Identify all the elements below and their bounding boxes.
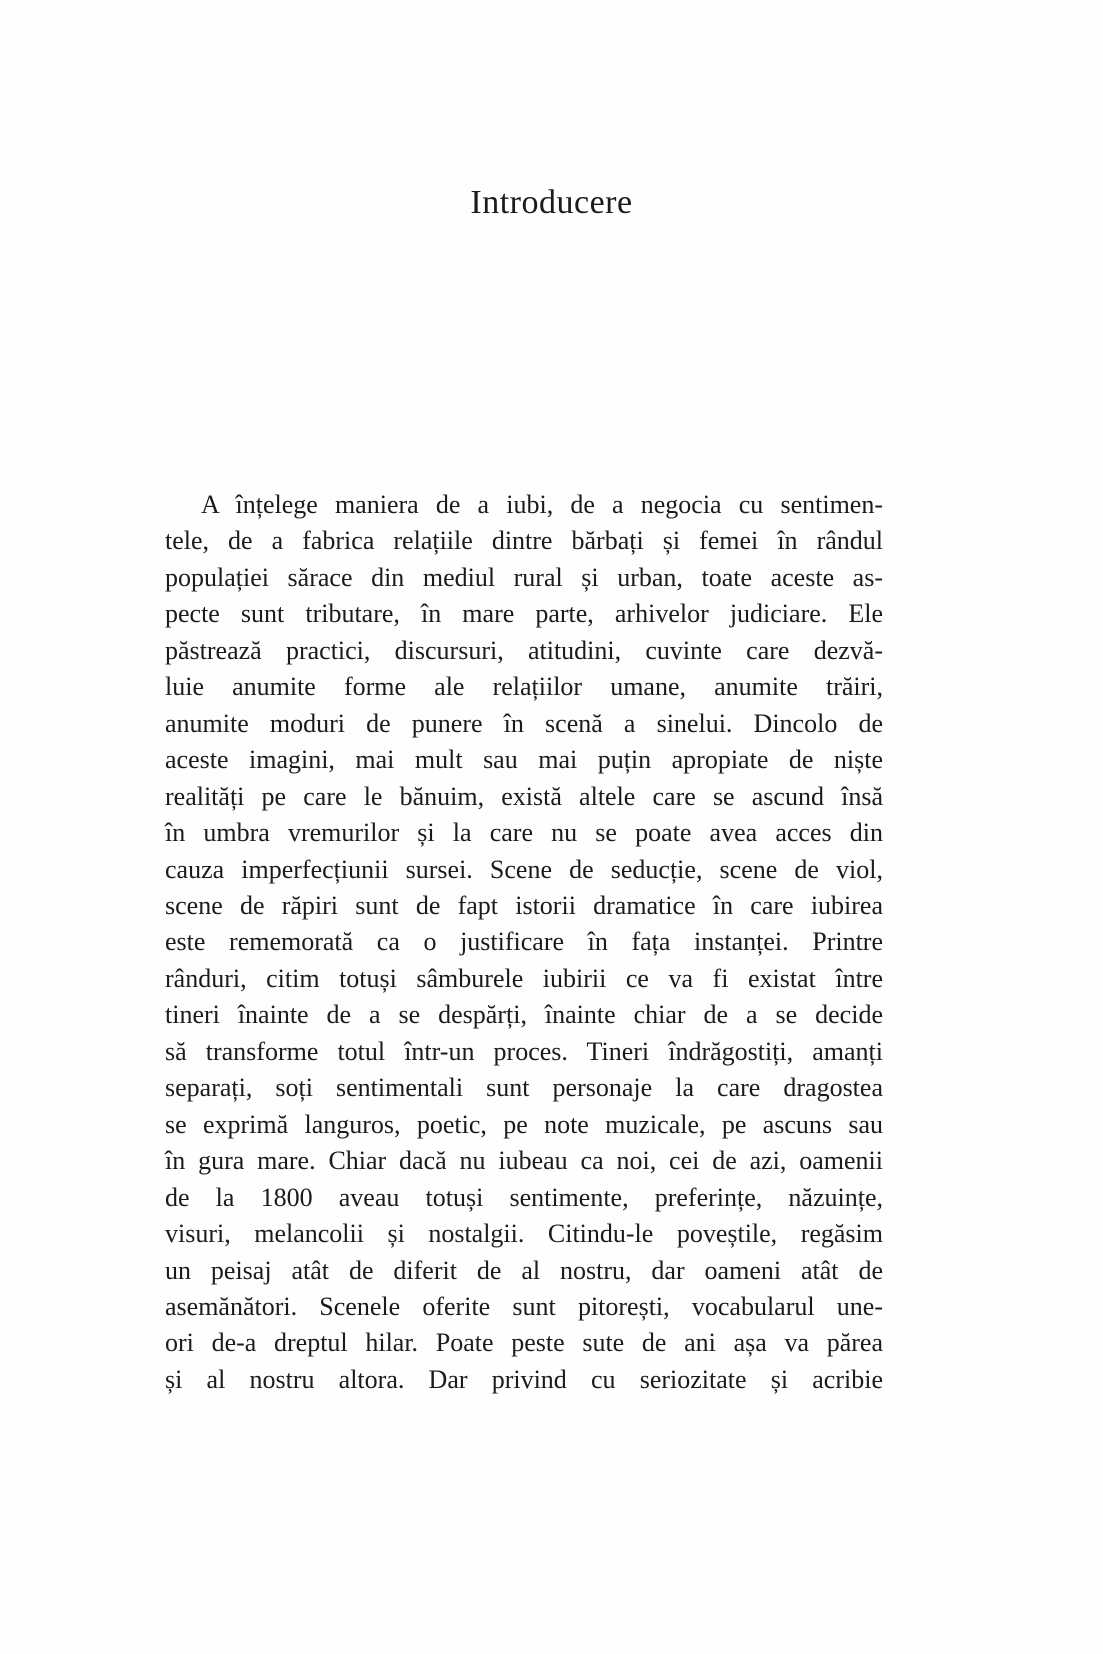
text-line: să transforme totul într-un proces. Tineri îndrăgostiți, amanți <box>165 1036 883 1066</box>
text-line: luie anumite forme ale relațiilor umane, anumite trăiri, <box>165 672 883 702</box>
text-line: este rememorată ca o justificare în fața instanței. Printre <box>165 927 883 957</box>
text-line: realități pe care le bănuim, există altele care se ascund însă <box>165 781 883 811</box>
text-line: tineri înainte de a se despărți, înainte chiar de a se decide <box>165 1000 883 1030</box>
text-line: tele, de a fabrica relațiile dintre bărbați și femei în rândul <box>165 526 883 556</box>
text-line: aceste imagini, mai mult sau mai puțin apropiate de niște <box>165 745 883 775</box>
text-line: anumite moduri de punere în scenă a sinelui. Dincolo de <box>165 708 883 738</box>
text-line: cauza imperfecțiunii sursei. Scene de seducție, scene de viol, <box>165 854 883 884</box>
text-line: separați, soți sentimentali sunt personaje la care dragostea <box>165 1073 883 1103</box>
chapter-title: Introducere <box>470 184 633 221</box>
text-line: pecte sunt tributare, în mare parte, arhivelor judiciare. Ele <box>165 599 883 629</box>
paragraph <box>165 487 883 1398</box>
text-line: un peisaj atât de diferit de al nostru, dar oameni atât de <box>165 1255 883 1285</box>
text-line: în umbra vremurilor și la care nu se poate avea acces din <box>165 818 883 848</box>
text-line: și al nostru altora. Dar privind cu seriozitate și acribie <box>165 1364 883 1394</box>
text-line: asemănători. Scenele oferite sunt pitorești, vocabularul une- <box>165 1291 883 1321</box>
text-line: rânduri, citim totuși sâmburele iubirii ce va fi existat între <box>165 963 883 993</box>
text-line: visuri, melancolii și nostalgii. Citindu-le poveștile, regăsim <box>165 1219 883 1249</box>
text-line: păstrează practici, discursuri, atitudini, cuvinte care dezvă- <box>165 635 883 665</box>
text-line: populației sărace din mediul rural și urban, toate aceste as- <box>165 562 883 592</box>
text-line: de la 1800 aveau totuși sentimente, preferințe, năzuințe, <box>165 1182 883 1212</box>
text-line: A înțelege maniera de a iubi, de a negocia cu sentimen- <box>201 490 883 519</box>
text-line: ori de-a dreptul hilar. Poate peste sute de ani așa va părea <box>165 1328 883 1358</box>
text-line: scene de răpiri sunt de fapt istorii dramatice în care iubirea <box>165 890 883 920</box>
text-line: în gura mare. Chiar dacă nu iubeau ca noi, cei de azi, oamenii <box>165 1146 883 1176</box>
text-line: se exprimă languros, poetic, pe note muzicale, pe ascuns sau <box>165 1109 883 1139</box>
